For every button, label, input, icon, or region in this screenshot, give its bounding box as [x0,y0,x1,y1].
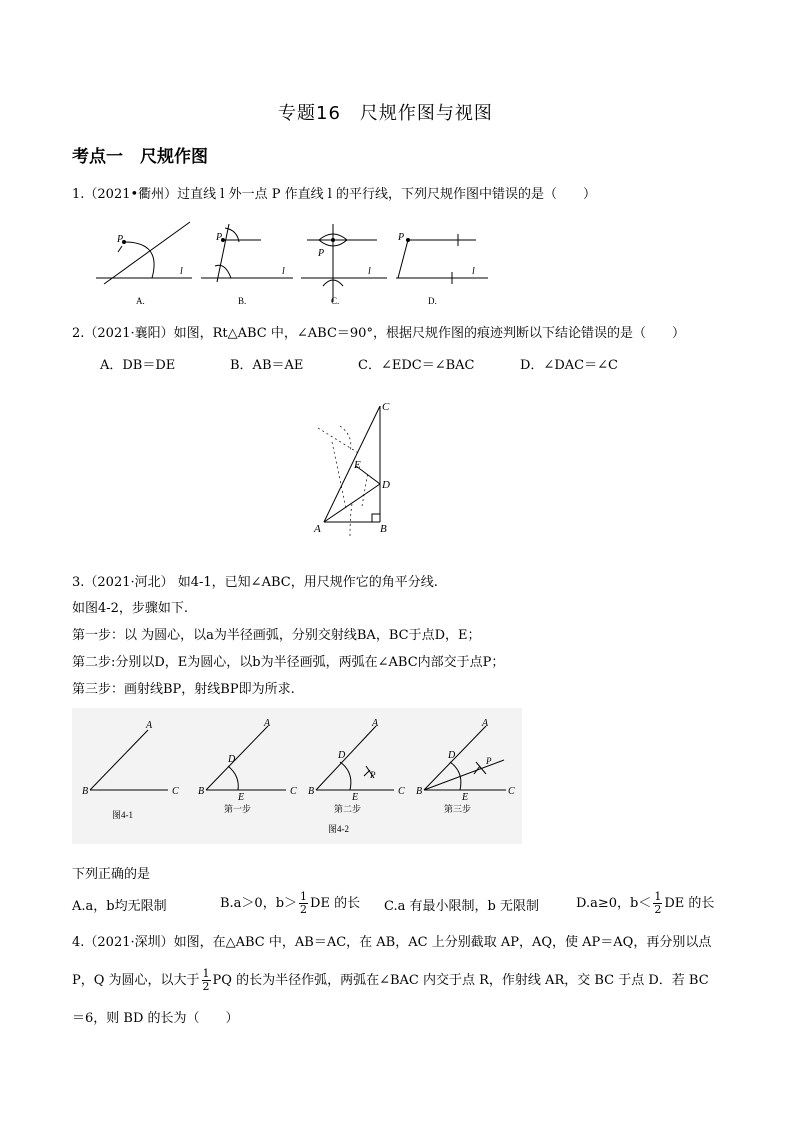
fig1-label-p-d: P [398,232,405,243]
q3-fig41-label-c: C [172,786,179,797]
fraction-half [202,968,211,993]
q3-step3-label-d: D [448,750,456,761]
q4-line2-suffix: PQ 的长为半径作弧，两弧在∠BAC 内交于点 R，作射线 AR，交 BC 于点 D．若 BC [212,973,709,988]
question-3-option-b [220,890,360,918]
q2-label-d: D [382,479,390,491]
fig1-option-d: D. [428,296,437,306]
q3-caption-step1: 第一步 [224,804,252,814]
question-2-triangle-figure [310,396,410,541]
q3-step2-label-d: D [338,750,346,761]
fraction-denominator: 2 [202,980,210,993]
question-2-option-d: D．∠DAC＝∠C [520,358,618,373]
q3-step1-label-a: A [264,718,271,729]
question-3-line-3: 第一步：以 为圆心，以a为半径画弧，分别交射线BA，BC于点D，E； [72,628,481,643]
q2-label-c: C [382,401,390,413]
q3-step3-label-c: C [508,786,515,797]
q4-line2-prefix: P，Q 为圆心，以大于 [72,973,200,988]
fraction-numerator: 1 [654,890,662,903]
q3-caption-step2: 第二步 [334,804,362,814]
q2-label-a: A [314,523,321,535]
fig1-label-l-b: l [282,266,285,277]
question-3-line-2: 如图4-2，步骤如下. [72,601,189,616]
q3-step3-label-a: A [482,718,489,729]
q3-step3-label-b: B [416,786,423,797]
question-4-line-2 [72,966,709,996]
question-2-text: 2.（2021·襄阳）如图，Rt△ABC 中，∠ABC＝90°，根据尺规作图的痕迹判断以下结论错误的是（ ） [72,326,685,341]
q3-step1-label-d: D [228,754,236,765]
section-heading: 考点一 尺规作图 [72,147,208,167]
q3-caption-fig41: 图4-1 [112,810,133,820]
q3-fig41-label-a: A [146,720,153,731]
figure-panel-a [96,222,192,284]
fig1-label-l-d: l [472,266,475,277]
q3-step1-label-b: B [198,786,205,797]
question-3-option-d [576,890,714,918]
question-3-line-1: 3.（2021·河北） 如4-1，已知∠ABC，用尺规作它的角平分线. [72,575,438,590]
q3-step1-label-c: C [290,786,297,797]
fraction-denominator: 2 [654,903,662,916]
q2-label-e: E [354,459,361,471]
q3-step2-label-b: B [308,786,315,797]
fig1-label-p-b: P [216,232,223,243]
q3-caption-step3: 第三步 [444,804,472,814]
fraction-denominator: 2 [300,903,308,916]
q3-step2-label-p: P [370,770,376,780]
question-1-text: 1.（2021•衢州）过直线 l 外一点 P 作直线 l 的平行线，下列尺规作图中错误的是（ ） [72,187,597,202]
option-b-prefix: B.a＞0，b＞ [220,896,298,911]
q3-step2-label-c: C [398,786,405,797]
fraction-half [653,891,662,916]
question-3-prompt: 下列正确的是 [72,867,151,882]
fig1-option-a: A. [136,296,145,306]
question-3-option-a: A.a，b均无限制 [72,899,167,914]
question-1-figure [92,212,492,312]
q3-step2-label-e: E [352,792,359,803]
option-d-prefix: D.a≥0，b＜ [576,896,652,911]
q3-step1-label-e: E [238,792,245,803]
page-title: 专题16 尺规作图与视图 [278,103,493,124]
question-4-line-3: ＝6，则 BD 的长为（ ） [72,1011,239,1026]
fig1-label-p-c: P [318,248,325,259]
question-2-option-a: A．DB＝DE [100,358,176,373]
option-b-suffix: DE 的长 [310,896,361,911]
fraction-numerator: 1 [300,890,308,903]
fraction-half [299,891,308,916]
q3-step2-label-a: A [372,718,379,729]
fig1-label-l-c: l [368,266,371,277]
q3-step3-label-e: E [462,792,469,803]
fig1-option-b: B. [238,296,247,306]
question-4-line-1: 4.（2021·深圳）如图，在△ABC 中，AB＝AC，在 AB，AC 上分别截取 AP，AQ，使 AP＝AQ，再分别以点 [72,935,712,950]
fig1-option-c: C. [331,296,340,306]
q3-step3-label-p: P [486,756,492,766]
fig1-label-p: P [117,234,124,245]
question-3-option-c: C.a 有最小限制，b 无限制 [384,899,539,914]
fig1-label-l: l [180,266,183,277]
q2-label-b: B [380,523,387,535]
question-3-line-5: 第三步：画射线BP，射线BP即为所求. [72,682,295,697]
question-2-option-b: B．AB＝AE [230,358,304,373]
question-3-figure [72,708,522,844]
question-3-line-4: 第二步:分别以D，E为圆心，以b为半径画弧，两弧在∠ABC内部交于点P； [72,655,505,670]
q3-fig41-label-b: B [82,786,89,797]
fraction-numerator: 1 [202,967,210,980]
option-d-suffix: DE 的长 [664,896,715,911]
question-2-option-c: C．∠EDC＝∠BAC [358,358,475,373]
q3-caption-fig42: 图4-2 [328,824,349,834]
